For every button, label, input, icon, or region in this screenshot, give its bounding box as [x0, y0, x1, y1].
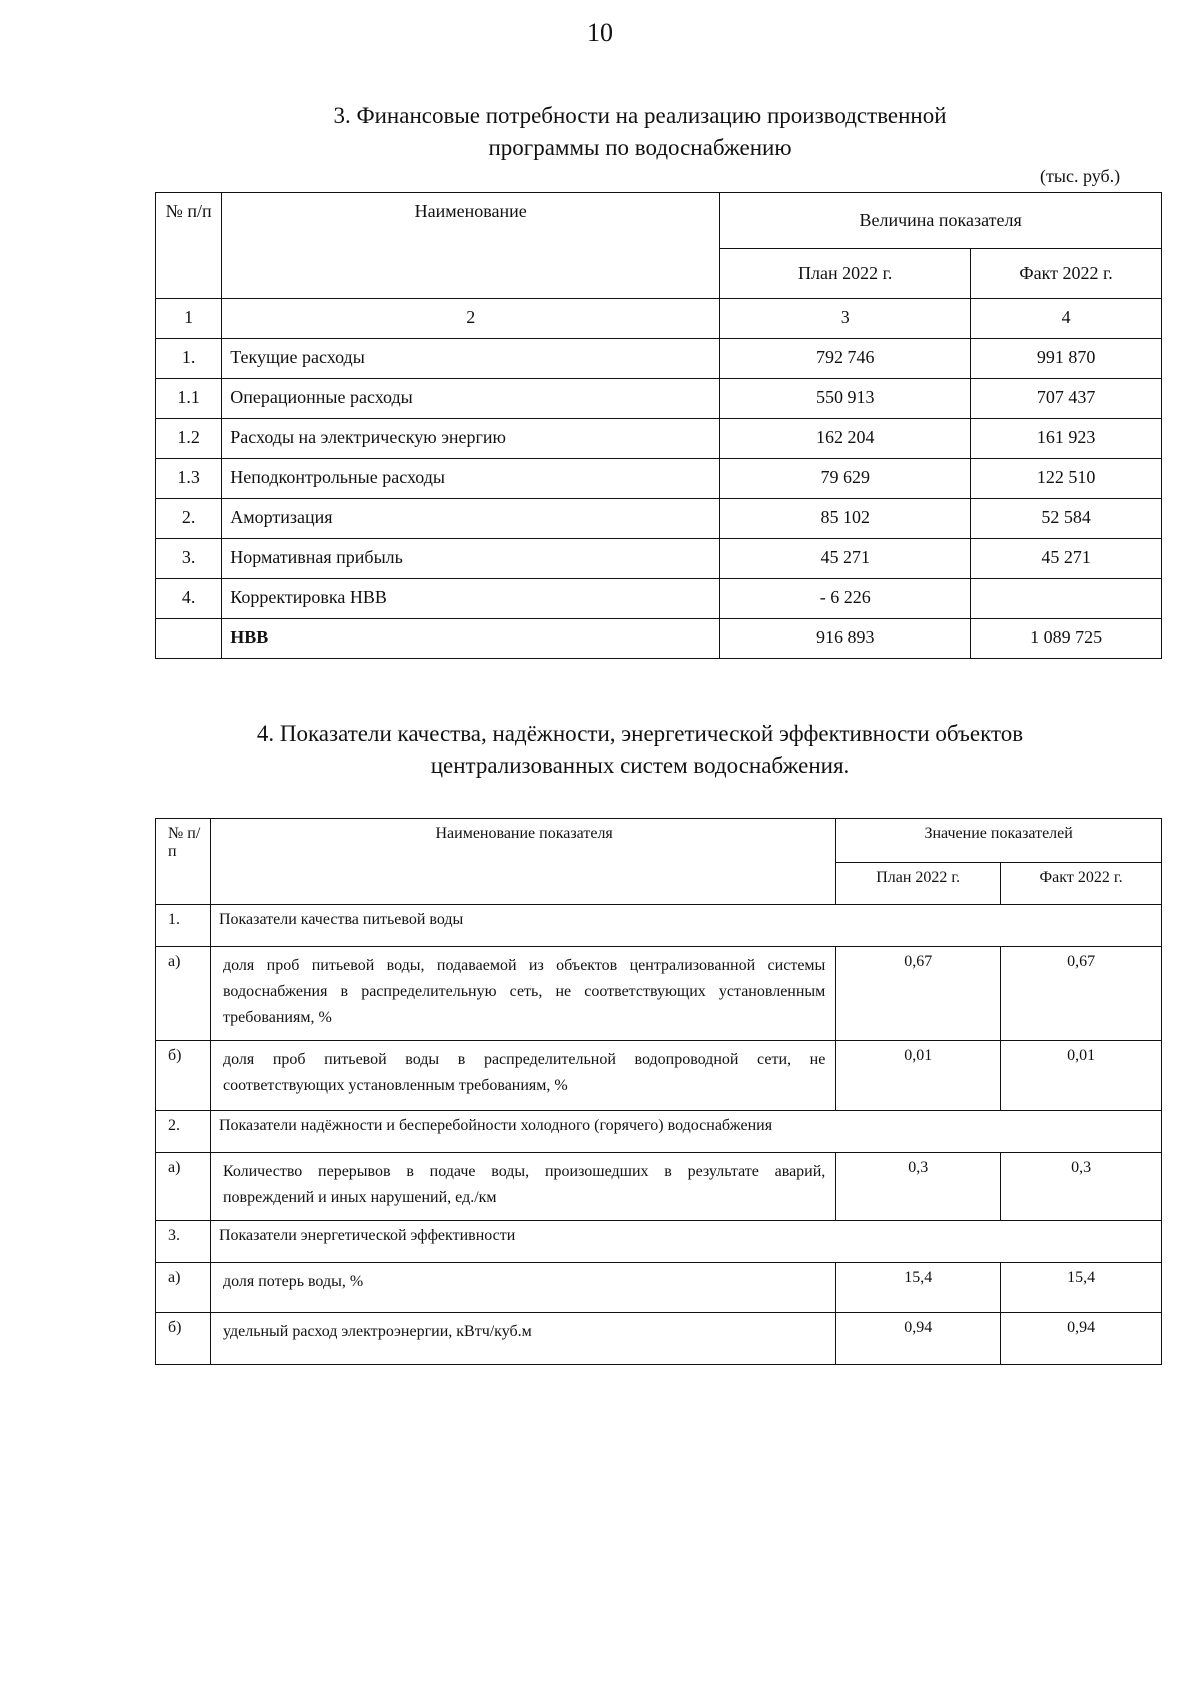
page-number: 10: [587, 18, 613, 47]
table-header-row: [156, 193, 1162, 249]
group-row: [156, 905, 1162, 947]
col-number: 1: [156, 299, 222, 339]
row-fact: 52 584: [971, 499, 1162, 539]
header-fact: Факт 2022 г.: [1001, 863, 1162, 905]
row-fact: 1 089 725: [971, 619, 1162, 659]
table-row: [156, 1313, 1162, 1365]
row-plan: 85 102: [720, 499, 971, 539]
row-name: Амортизация: [222, 499, 720, 539]
row-plan: 550 913: [720, 379, 971, 419]
table-row: [156, 459, 1162, 499]
row-plan: 0,94: [836, 1313, 1001, 1365]
row-fact: 0,01: [1001, 1041, 1162, 1111]
group-row: [156, 1221, 1162, 1263]
header-value: Величина показателя: [720, 193, 1162, 249]
table-row: [156, 947, 1162, 1041]
row-name: НВВ: [222, 619, 720, 659]
section-3-title-line-2: программы по водоснабжению: [488, 135, 792, 160]
row-name: доля потерь воды, %: [210, 1263, 835, 1313]
row-num: 1.3: [156, 459, 222, 499]
table-row: [156, 1153, 1162, 1221]
row-fact: 0,67: [1001, 947, 1162, 1041]
header-plan: План 2022 г.: [836, 863, 1001, 905]
row-num: [156, 619, 222, 659]
row-fact: [971, 579, 1162, 619]
table-row: [156, 499, 1162, 539]
units-label: (тыс. руб.): [1040, 166, 1121, 186]
row-plan: 162 204: [720, 419, 971, 459]
row-fact: 122 510: [971, 459, 1162, 499]
section-4-title-line-2: централизованных систем водоснабжения.: [430, 753, 850, 778]
row-plan: 0,01: [836, 1041, 1001, 1111]
row-plan: 45 271: [720, 539, 971, 579]
header-plan: План 2022 г.: [720, 249, 971, 299]
header-num: № п/п: [156, 193, 222, 299]
section-3-title: [40, 100, 1200, 164]
column-number-row: [156, 299, 1162, 339]
table-header-row: [156, 819, 1162, 863]
section-3-title-line-1: 3. Финансовые потребности на реализацию производственной: [333, 103, 947, 128]
table-row: [156, 339, 1162, 379]
row-name: Корректировка НВВ: [222, 579, 720, 619]
row-num: б): [156, 1041, 211, 1111]
header-name: Наименование: [222, 193, 720, 299]
group-row: [156, 1111, 1162, 1153]
quality-indicators-table: [155, 818, 1162, 1365]
row-plan: 15,4: [836, 1263, 1001, 1313]
row-num: а): [156, 947, 211, 1041]
row-fact: 161 923: [971, 419, 1162, 459]
row-plan: 792 746: [720, 339, 971, 379]
header-num: № п/п: [156, 819, 211, 905]
row-num: 1.2: [156, 419, 222, 459]
row-plan: 0,3: [836, 1153, 1001, 1221]
row-name: Неподконтрольные расходы: [222, 459, 720, 499]
col-number: 2: [222, 299, 720, 339]
row-name: Количество перерывов в подаче воды, произошедших в результате аварий, повреждений и иных нарушений, ед./км: [210, 1153, 835, 1221]
col-number: 4: [971, 299, 1162, 339]
table-row: [156, 379, 1162, 419]
financial-needs-table: [155, 192, 1162, 659]
row-fact: 0,3: [1001, 1153, 1162, 1221]
row-plan: - 6 226: [720, 579, 971, 619]
col-number: 3: [720, 299, 971, 339]
row-fact: 991 870: [971, 339, 1162, 379]
row-name: Текущие расходы: [222, 339, 720, 379]
row-fact: 15,4: [1001, 1263, 1162, 1313]
row-name: Расходы на электрическую энергию: [222, 419, 720, 459]
header-name: Наименование показателя: [210, 819, 835, 905]
section-4-title-line-1: 4. Показатели качества, надёжности, энергетической эффективности объектов: [256, 721, 1024, 746]
row-num: 1.: [156, 339, 222, 379]
row-num: а): [156, 1263, 211, 1313]
row-name: доля проб питьевой воды в распределительной водопроводной сети, не соответствующих установленным требованиям, %: [210, 1041, 835, 1111]
row-plan: 79 629: [720, 459, 971, 499]
header-value: Значение показателей: [836, 819, 1162, 863]
table-row: [156, 419, 1162, 459]
row-num: 3.: [156, 539, 222, 579]
row-fact: 45 271: [971, 539, 1162, 579]
row-num: а): [156, 1153, 211, 1221]
row-num: 2.: [156, 499, 222, 539]
table-row: [156, 579, 1162, 619]
group-num: 2.: [156, 1111, 211, 1153]
header-fact: Факт 2022 г.: [971, 249, 1162, 299]
section-4-title: [40, 718, 1200, 782]
group-num: 1.: [156, 905, 211, 947]
row-num: 4.: [156, 579, 222, 619]
table-row: [156, 1041, 1162, 1111]
row-name: удельный расход электроэнергии, кВтч/куб.м: [210, 1313, 835, 1365]
row-fact: 707 437: [971, 379, 1162, 419]
group-num: 3.: [156, 1221, 211, 1263]
row-plan: 0,67: [836, 947, 1001, 1041]
row-num: 1.1: [156, 379, 222, 419]
group-title: Показатели качества питьевой воды: [210, 905, 1161, 947]
row-name: Нормативная прибыль: [222, 539, 720, 579]
row-name: Операционные расходы: [222, 379, 720, 419]
group-title: Показатели надёжности и бесперебойности холодного (горячего) водоснабжения: [210, 1111, 1161, 1153]
row-num: б): [156, 1313, 211, 1365]
table-row-total: [156, 619, 1162, 659]
table-row: [156, 539, 1162, 579]
row-fact: 0,94: [1001, 1313, 1162, 1365]
row-plan: 916 893: [720, 619, 971, 659]
table-row: [156, 1263, 1162, 1313]
group-title: Показатели энергетической эффективности: [210, 1221, 1161, 1263]
row-name: доля проб питьевой воды, подаваемой из объектов централизованной системы водоснабжения в распределительную сеть, не соответствующих установленным требованиям, %: [210, 947, 835, 1041]
